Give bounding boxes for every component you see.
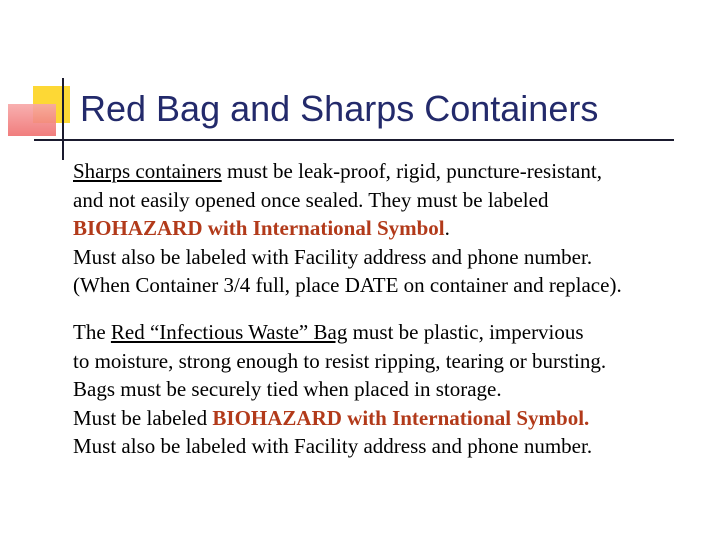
sharps-line-2: and not easily opened once sealed. They must be labeled	[73, 187, 549, 212]
red-bag-line-1	[73, 318, 606, 347]
red-bag-line-4	[73, 404, 606, 433]
red-bag-line-1-rest: must be plastic, impervious	[347, 320, 584, 344]
red-bag-label-requirement: BIOHAZARD with International Symbol.	[212, 405, 590, 430]
sharps-paragraph	[73, 157, 622, 300]
decorative-vertical-line	[62, 78, 64, 160]
sharps-line-4: Must also be labeled with Facility address and phone number.	[73, 244, 593, 269]
sharps-line-1-rest: must be leak-proof, rigid, puncture-resistant,	[221, 159, 602, 183]
red-bag-line-5: Must also be labeled with Facility address and phone number.	[73, 434, 593, 458]
red-bag-paragraph	[73, 318, 606, 461]
sharps-term: Sharps containers	[73, 159, 222, 183]
sharps-line-3-end: .	[444, 216, 450, 240]
slide-title: Red Bag and Sharps Containers	[80, 88, 599, 129]
sharps-line-1	[73, 157, 622, 186]
red-bag-term: Red “Infectious Waste” Bag	[110, 320, 348, 344]
title-underline-rule	[34, 139, 674, 141]
red-bag-line-1-start: The	[73, 320, 111, 344]
sharps-line-5: (When Container 3/4 full, place DATE on container and replace).	[73, 273, 622, 297]
decorative-red-square	[8, 104, 56, 136]
sharps-line-3	[73, 214, 622, 243]
red-bag-line-4-start: Must be labeled	[73, 405, 213, 430]
red-bag-line-2: to moisture, strong enough to resist ripping, tearing or bursting.	[73, 348, 607, 373]
sharps-label-requirement: BIOHAZARD with International Symbol	[73, 216, 445, 240]
red-bag-line-3: Bags must be securely tied when placed in storage.	[73, 377, 502, 401]
